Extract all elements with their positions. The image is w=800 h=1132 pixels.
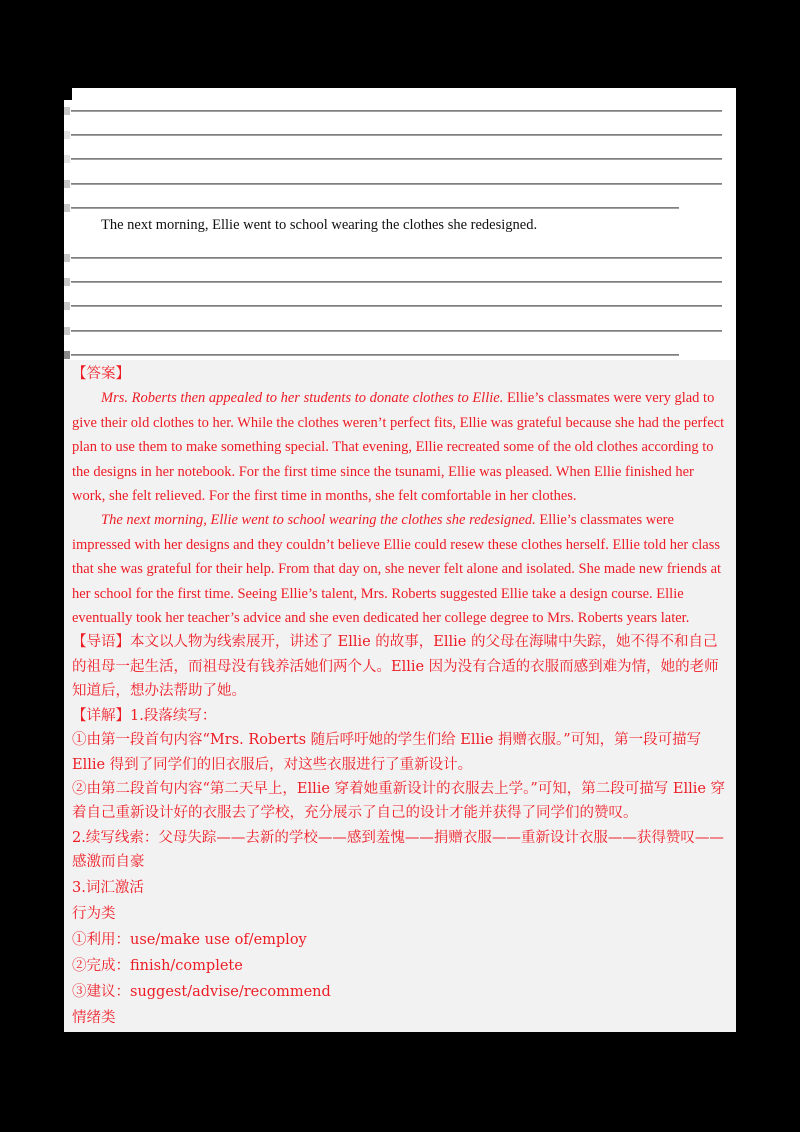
answer-paragraph-2-opening: The next morning, Ellie went to school wearing the clothes she redesigned.	[101, 512, 536, 529]
vocab-item-2: ②完成：finish/complete	[72, 957, 243, 974]
page-corner-notch	[64, 88, 72, 100]
answer-section	[64, 360, 736, 1032]
line-marker	[64, 278, 70, 286]
details-label: 【详解】	[72, 707, 130, 724]
blank-writing-line[interactable]	[71, 305, 722, 307]
line-marker	[64, 180, 70, 188]
blank-writing-line[interactable]	[71, 281, 722, 283]
blank-writing-line[interactable]	[71, 183, 722, 185]
document-page	[64, 88, 736, 1032]
guide-text: 本文以人物为线索展开，讲述了 Ellie 的故事，Ellie 的父母在海啸中失踪，她不得不和自己的祖母一起生活，而祖母没有钱养活她们两个人。Ellie 因为没有合适的衣服而感到难为情，她的老师知道后，想办法帮助了她。	[72, 634, 719, 700]
section1-item-1: ①由第一段首句内容“Mrs. Roberts 随后呼吁她的学生们给 Ellie 捐赠衣服。”可知，第一段可描写 Ellie 得到了同学们的旧衣服后，对这些衣服进行了重新设计。	[72, 732, 702, 773]
line-marker	[64, 302, 70, 310]
blank-writing-line[interactable]	[71, 110, 722, 112]
answer-content	[72, 362, 728, 1031]
blank-writing-line[interactable]	[71, 207, 679, 209]
section2-clues: 2.续写线索：父母失踪——去新的学校——感到羞愧——捐赠衣服——重新设计衣服——获得赞叹——感激而自豪	[72, 829, 724, 871]
answer-paragraph-1	[72, 386, 728, 508]
line-marker	[64, 327, 70, 335]
blank-writing-line[interactable]	[71, 330, 722, 332]
guide-paragraph	[72, 630, 728, 703]
vocab-item-1: ①利用：use/make use of/employ	[72, 931, 307, 948]
line-marker	[64, 204, 70, 212]
line-marker	[64, 351, 70, 359]
section1-item-2: ②由第二段首句内容“第二天早上，Ellie 穿着她重新设计的衣服去上学。”可知，第二段可描写 Ellie 穿着自己重新设计好的衣服去了学校，充分展示了自己的设计才能并获得了同学们的赞叹。	[72, 780, 726, 822]
blank-writing-line[interactable]	[71, 354, 679, 356]
blank-writing-line[interactable]	[71, 257, 722, 259]
category-behavior: 行为类	[72, 905, 116, 922]
paragraph-prompt-sentence: The next morning, Ellie went to school wearing the clothes she redesigned.	[101, 217, 538, 233]
category-emotion: 情绪类	[72, 1009, 116, 1026]
line-marker	[64, 254, 70, 262]
answer-label: 【答案】	[72, 366, 130, 382]
line-marker	[64, 131, 70, 139]
answer-paragraph-1-opening: Mrs. Roberts then appealed to her students to donate clothes to Ellie.	[101, 390, 504, 407]
line-marker	[64, 155, 70, 163]
section1-title: 1.段落续写：	[130, 707, 217, 724]
vocab-item-3: ③建议：suggest/advise/recommend	[72, 983, 331, 1000]
details-heading	[72, 704, 728, 728]
answer-paragraph-2-body: Ellie’s classmates were impressed with her designs and they couldn’t believe Ellie could resew these clothes herself. Ellie told her class that she was grateful for their help. From that day on, she never felt alone and isolated. She made new friends at her school for the first time. Seeing Ellie’s talent, Mrs. Roberts suggested Ellie take a design course. Ellie eventually took her teacher’s advice and she even dedicated her college degree to Mrs. Roberts years later.	[72, 512, 722, 627]
answer-paragraph-2	[72, 508, 728, 630]
line-marker	[64, 107, 70, 115]
section3-title: 3.词汇激活	[72, 879, 144, 896]
blank-writing-line[interactable]	[71, 158, 722, 160]
answer-paragraph-1-body: Ellie’s classmates were very glad to give their old clothes to her. While the clothes weren’t perfect fits, Ellie was grateful because she had the perfect plan to use them to make something special. That evening, Ellie recreated some of the old clothes according to the designs in her notebook. For the first time since the tsunami, Ellie was pleased. When Ellie finished her work, she felt relieved. For the first time in months, she felt comfortable in her clothes.	[72, 390, 725, 505]
blank-writing-line[interactable]	[71, 134, 722, 136]
guide-label: 【导语】	[72, 634, 130, 651]
